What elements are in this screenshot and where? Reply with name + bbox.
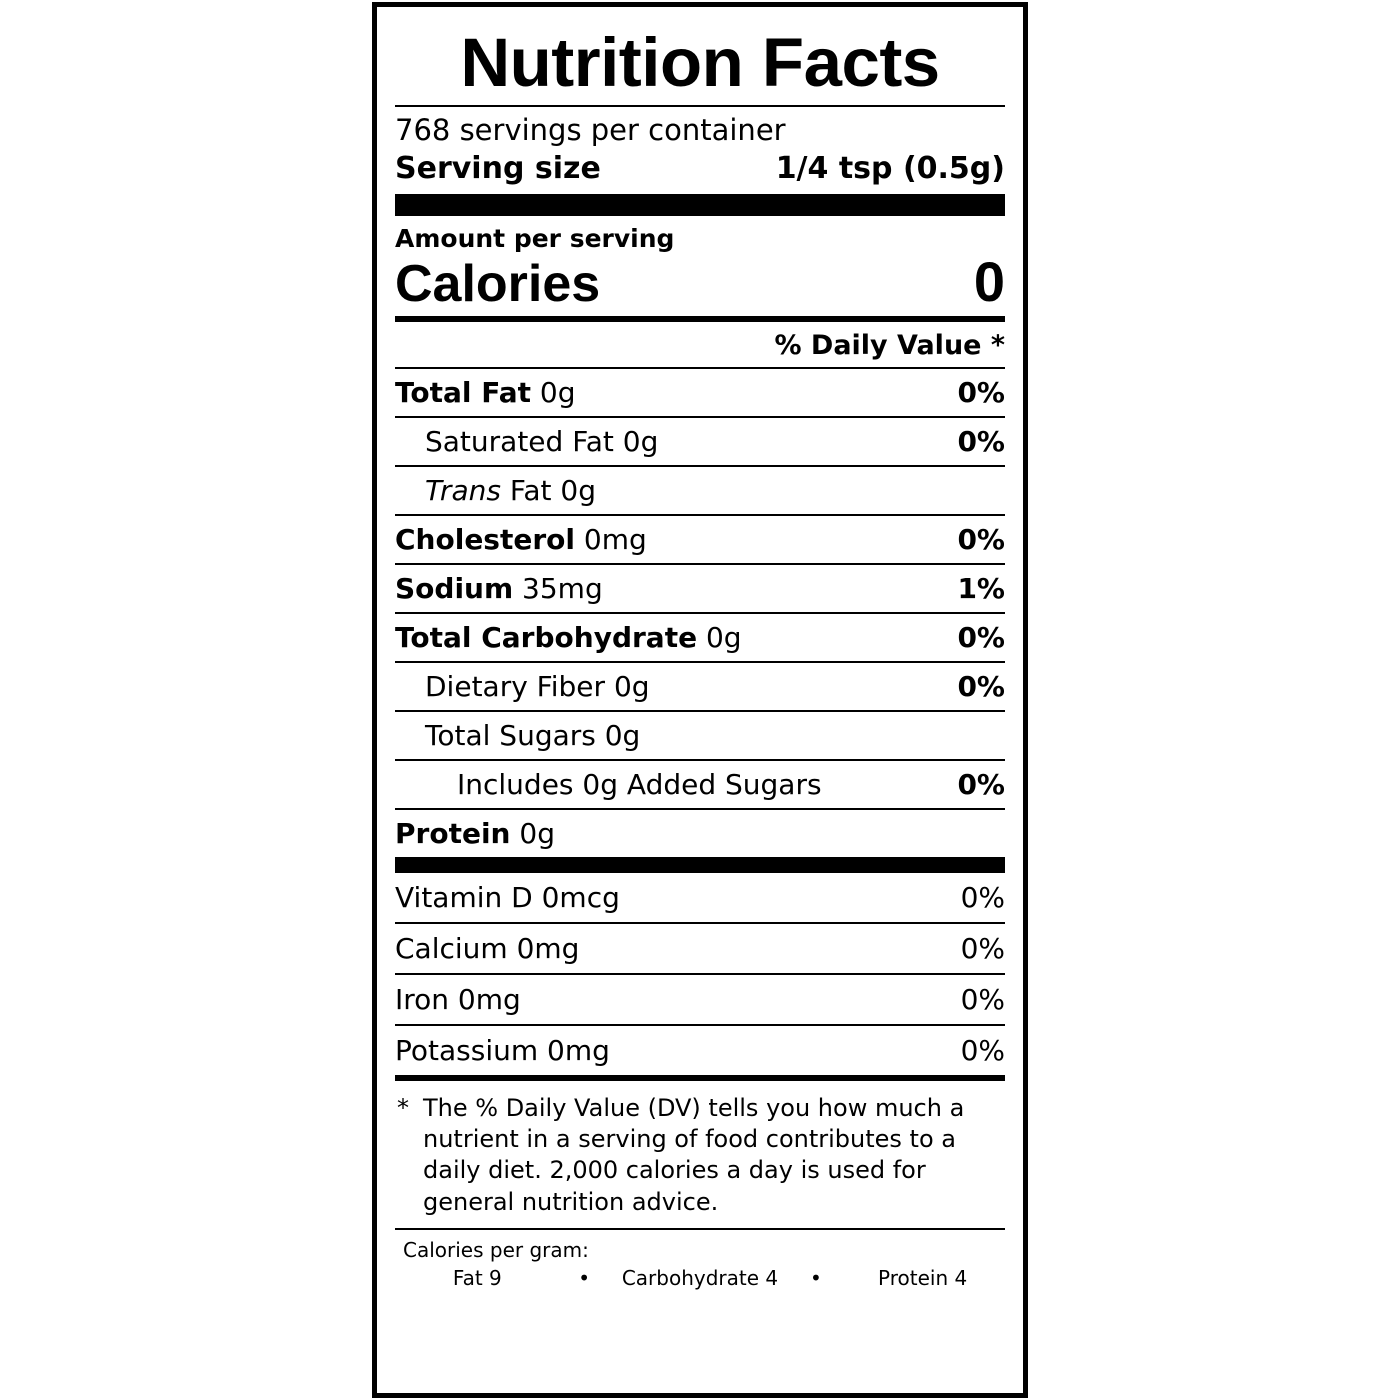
nutrient-name: Dietary Fiber 0g [425,669,650,703]
nutrient-name-rest: 0g [531,375,576,409]
nutrient-name-italic: Trans [425,473,501,507]
table-row [395,924,1005,973]
calories-value: 0 [973,250,1005,313]
nutrient-name [395,523,647,556]
nutrient-name [395,572,603,605]
nutrient-name-rest: 35mg [513,571,603,605]
nutrient-name-bold: Sodium [395,571,514,605]
serving-size-row [395,149,1005,194]
nutrient-percent: 0% [957,669,1005,703]
nutrient-name-bold: Cholesterol [395,522,575,556]
nutrient-percent: 0% [957,620,1005,654]
vitamin-name: Vitamin D 0mcg [395,881,620,915]
table-row [395,663,1005,710]
table-row [395,369,1005,416]
nutrient-name-rest: 0mg [575,522,647,556]
nutrient-name [395,621,742,654]
nutrient-name [395,376,576,409]
daily-value-header: % Daily Value * [774,329,1005,361]
nutrient-percent: 1% [957,571,1005,605]
table-row [395,614,1005,661]
calories-label: Calories [395,255,601,313]
nutrient-name [425,474,596,507]
nutrient-name [395,817,555,850]
table-row [395,418,1005,465]
serving-size-value: 1/4 tsp (0.5g) [775,151,1005,186]
nutrient-name-rest: 0g [697,620,742,654]
divider-thick-top [395,194,1005,216]
amount-per-serving-label: Amount per serving [395,224,675,253]
nutrient-percent: 0% [957,424,1005,458]
nutrition-facts-label [372,2,1028,1398]
calories-per-gram-row [395,1264,1005,1296]
table-row [395,565,1005,612]
nutrient-percent: 0% [957,375,1005,409]
table-row [395,810,1005,857]
table-row [395,712,1005,759]
cpg-carbohydrate: Carbohydrate 4 [621,1265,779,1290]
vitamin-percent: 0% [960,1034,1005,1068]
table-row [395,1026,1005,1075]
table-row [395,467,1005,514]
divider-thick-vitamins [395,857,1005,873]
bullet-icon: • [578,1265,590,1290]
nutrient-name-bold: Total Carbohydrate [395,620,698,654]
servings-per-container: 768 servings per container [395,113,786,147]
nutrient-name: Includes 0g Added Sugars [457,768,822,802]
vitamin-name: Iron 0mg [395,983,521,1017]
page-title: Nutrition Facts [460,24,940,101]
vitamin-name: Potassium 0mg [395,1034,610,1068]
vitamin-name: Calcium 0mg [395,932,580,966]
serving-size-label: Serving size [395,151,601,186]
nutrient-name-rest: 0g [510,817,555,851]
table-row [395,975,1005,1024]
calories-row [395,250,1005,316]
footnote-star: * [397,1094,409,1123]
nutrient-name: Saturated Fat 0g [425,424,659,458]
cpg-fat: Fat 9 [452,1265,502,1290]
calories-per-gram-title: Calories per gram: [403,1237,589,1262]
nutrient-name-rest: Fat 0g [509,473,597,507]
vitamin-percent: 0% [960,983,1005,1017]
nutrient-percent: 0% [957,522,1005,556]
vitamin-percent: 0% [960,881,1005,915]
nutrient-name-bold: Total Fat [395,375,532,409]
daily-value-footnote [395,1081,1005,1228]
table-row [395,873,1005,922]
vitamin-percent: 0% [960,932,1005,966]
label-inner [377,7,1023,1393]
table-row [395,761,1005,808]
nutrient-name-bold: Protein [395,817,511,851]
nutrient-name: Total Sugars 0g [425,719,641,753]
table-row [395,516,1005,563]
footnote-text: The % Daily Value (DV) tells you how much a nutrient in a serving of food contributes to a daily diet. 2,000 calories a day is used for general nutrition advice. [423,1094,965,1216]
cpg-protein: Protein 4 [878,1265,968,1290]
bullet-icon: • [809,1265,822,1290]
nutrient-percent: 0% [957,768,1005,802]
